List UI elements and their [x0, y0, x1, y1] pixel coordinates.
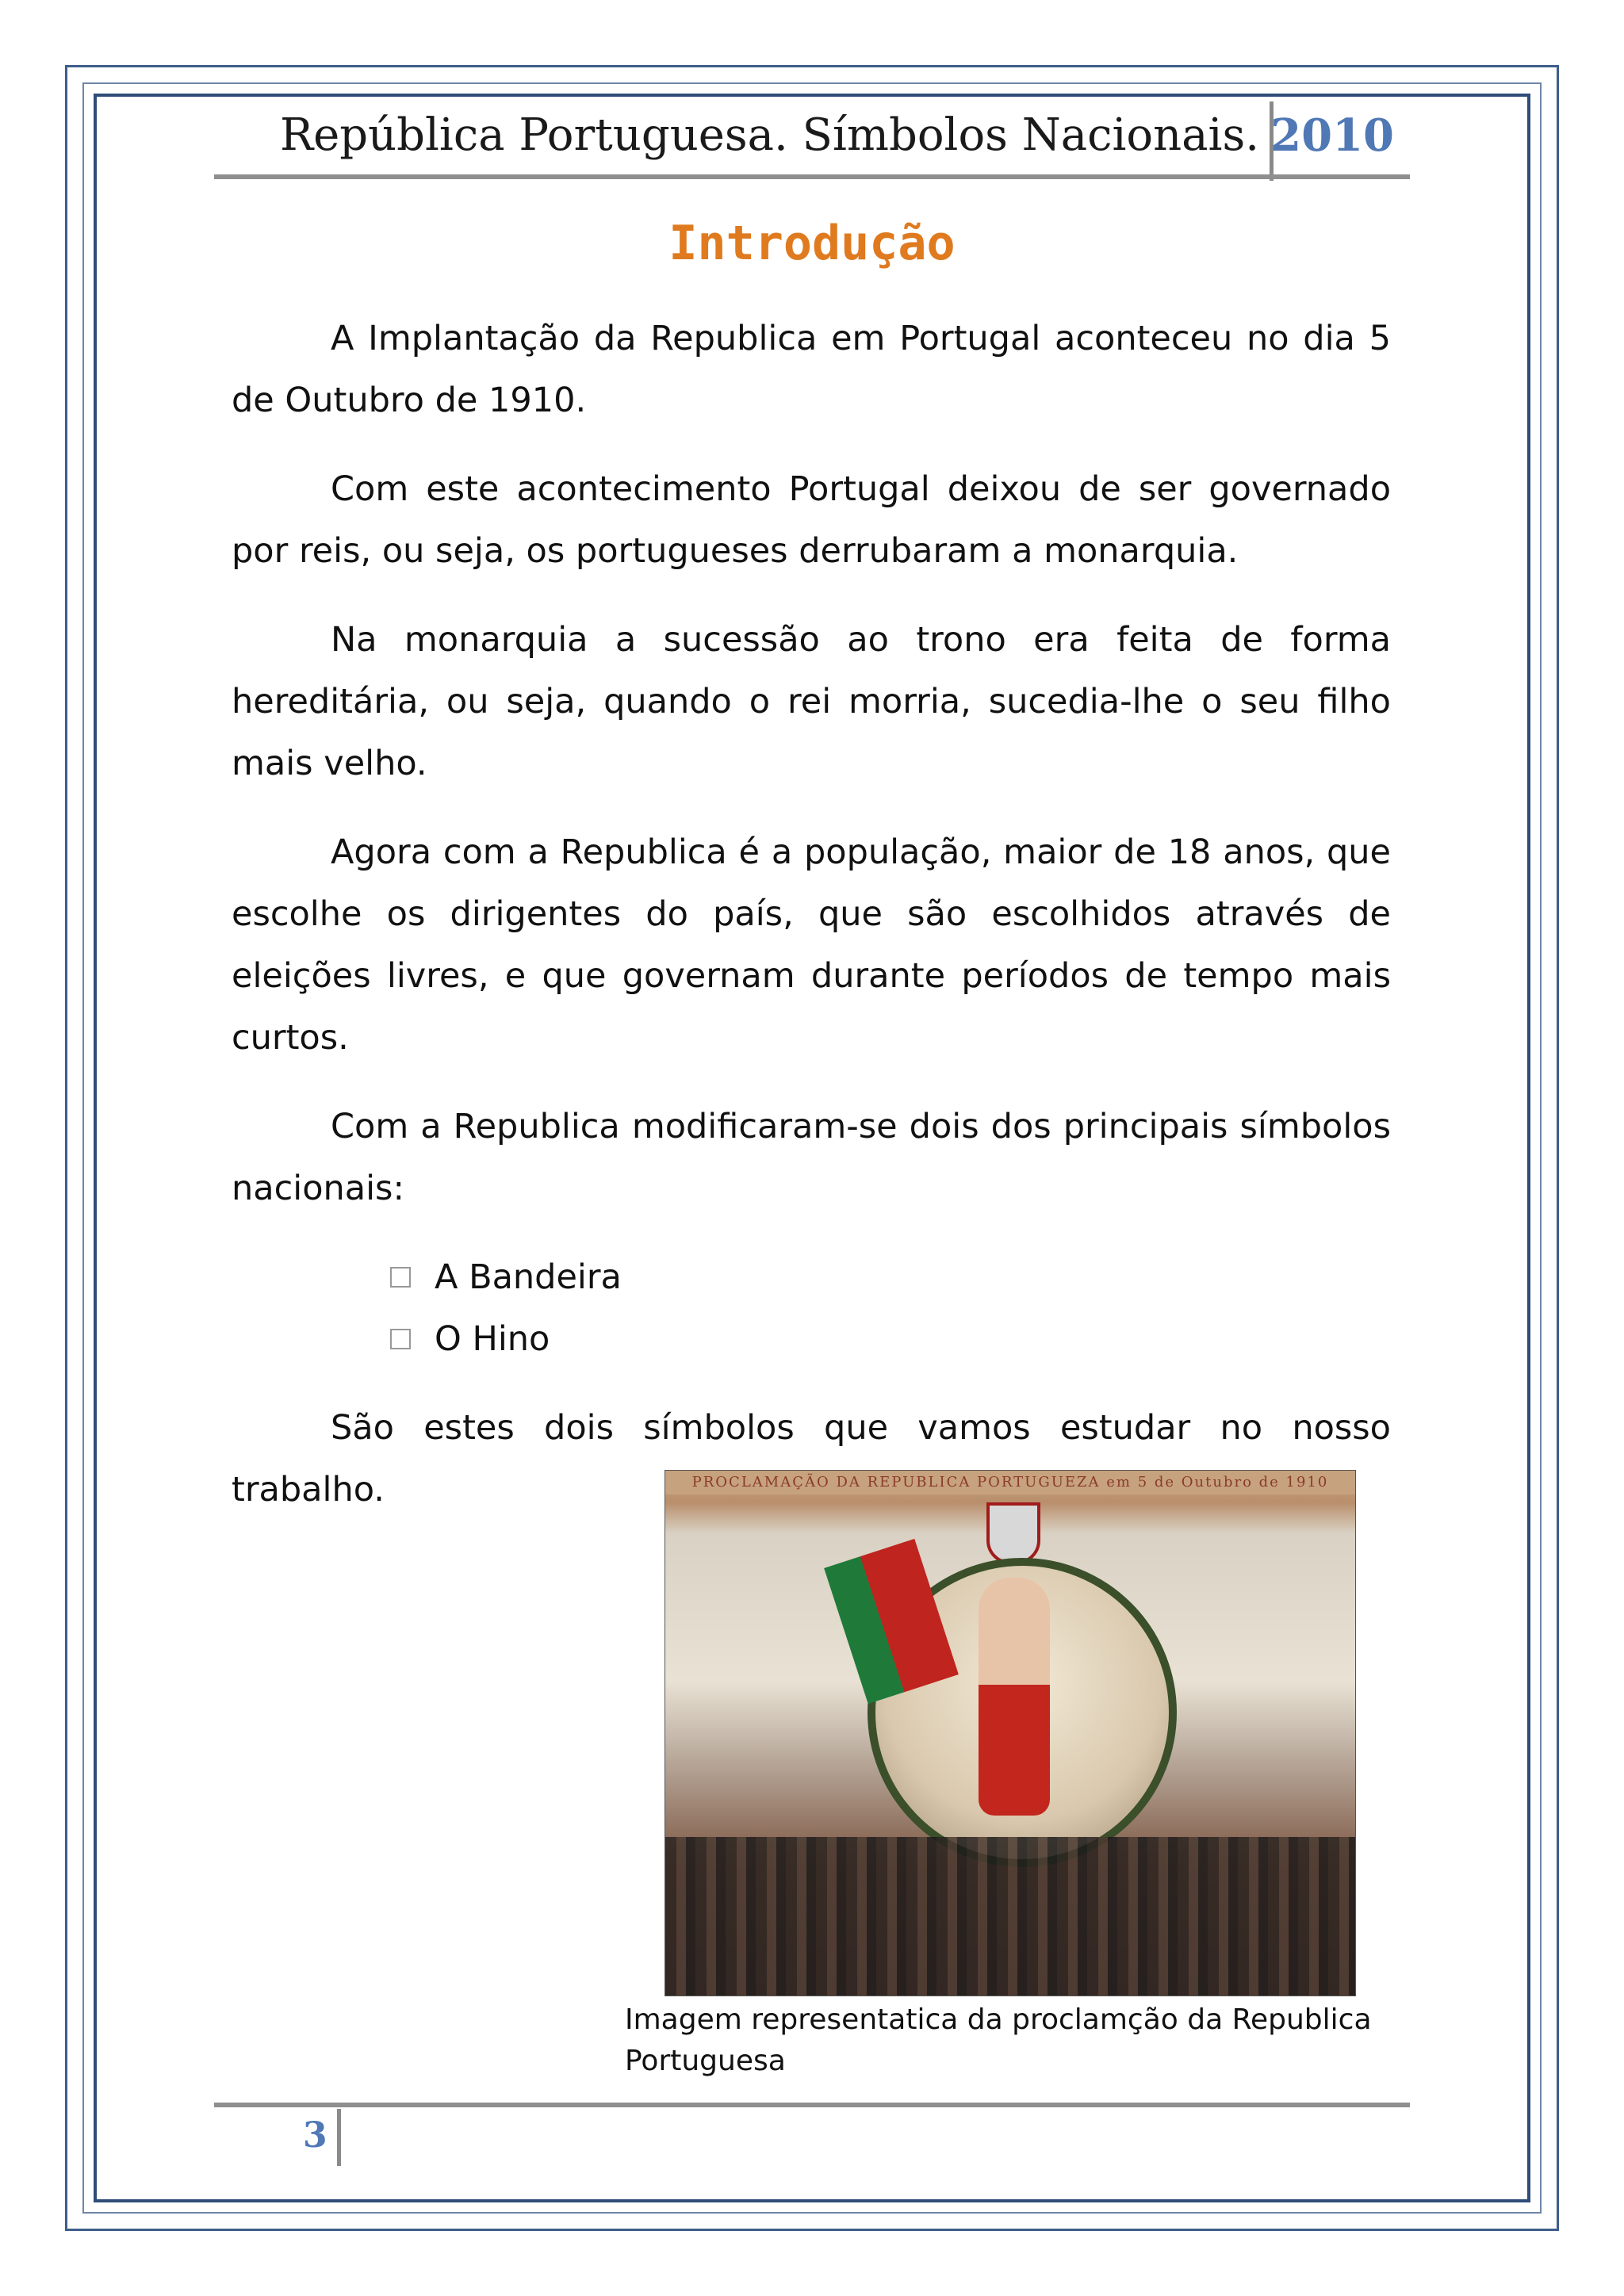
page-header: [214, 101, 1410, 181]
list-item: [390, 1246, 1391, 1308]
coat-of-arms-icon: [986, 1502, 1040, 1564]
flag-icon: [824, 1539, 959, 1704]
bullet-box-icon: [390, 1267, 411, 1288]
header-year: 2010: [1270, 109, 1394, 162]
paragraph: Na monarquia a sucessão ao trono era feita de forma hereditária, ou seja, quando o rei morria, sucedia-lhe o seu filho mais velho.: [232, 620, 1391, 783]
list-item-label: A Bandeira: [435, 1257, 622, 1297]
symbols-list: [232, 1246, 1391, 1370]
header-rule: [214, 174, 1410, 179]
header-title: República Portuguesa. Símbolos Nacionais.: [279, 109, 1259, 161]
page-number: 3: [303, 2115, 327, 2156]
paragraph: Com a Republica modificaram-se dois dos principais símbolos nacionais:: [232, 1107, 1391, 1208]
list-item-label: O Hino: [435, 1319, 550, 1359]
paragraph: Com este acontecimento Portugal deixou de ser governado por reis, ou seja, os portugueses derrubaram a monarquia.: [232, 469, 1391, 571]
paragraph: A Implantação da Republica em Portugal aconteceu no dia 5 de Outubro de 1910.: [232, 319, 1391, 420]
closing-paragraph: São estes dois símbolos que vamos estudar no nosso trabalho.: [232, 1408, 1391, 1510]
list-item: [390, 1308, 1391, 1370]
figure-caption: Imagem representatica da proclamção da Republica Portuguesa: [625, 2003, 1372, 2077]
bullet-box-icon: [390, 1329, 411, 1349]
crowd-scene: [665, 1837, 1355, 1996]
footer-separator: [337, 2109, 341, 2166]
illustration-banner-text: PROCLAMAÇÃO DA REPUBLICA PORTUGUEZA em 5 de Outubro de 1910: [665, 1471, 1355, 1494]
footer-rule: [214, 2103, 1410, 2107]
paragraph: Agora com a Republica é a população, maior de 18 anos, que escolhe os dirigentes do país, que são escolhidos através de eleições livres, e que governam durante períodos de tempo mais curtos.: [232, 832, 1391, 1058]
republic-allegory-figure: [979, 1578, 1050, 1816]
proclamation-illustration: [665, 1470, 1356, 1996]
section-heading: Introdução: [668, 216, 956, 271]
document-body: [232, 308, 1391, 1548]
